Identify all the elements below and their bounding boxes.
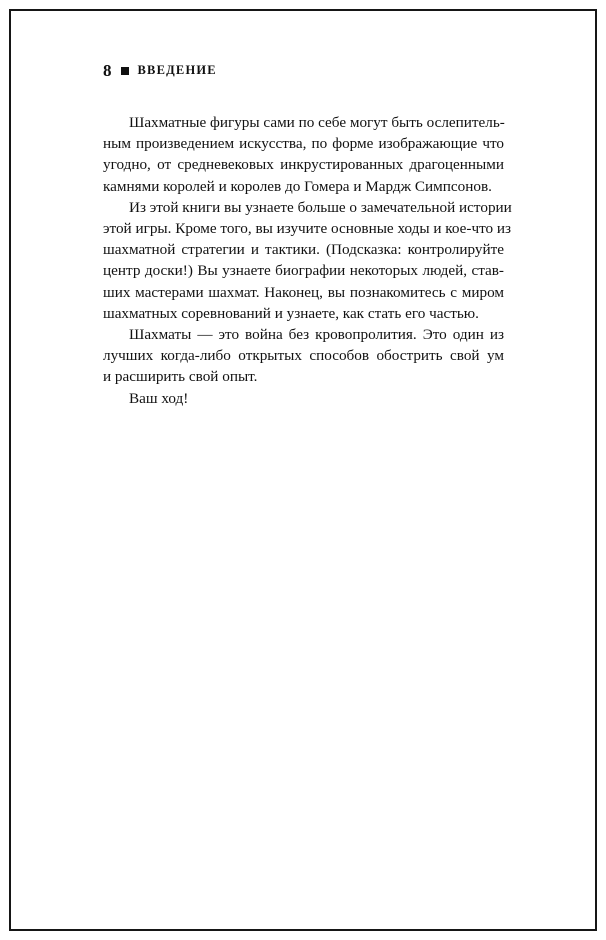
paragraph — [103, 324, 504, 388]
page-number: 8 — [103, 61, 112, 80]
text-line: этой игры. Кроме того, вы изучите основные ходы и кое-что из — [103, 220, 512, 238]
text-line: камнями королей и королев до Гомера и Мардж Симпсонов. — [103, 177, 492, 195]
paragraph — [103, 388, 504, 409]
text-line: шахматной стратегии и тактики. (Подсказка: контролируйте — [103, 241, 504, 259]
paragraph — [103, 112, 504, 197]
text-line: Шахматные фигуры сами по себе могут быть ослепитель- — [129, 114, 505, 131]
text-line: центр доски!) Вы узнаете биографии некоторых людей, став- — [103, 262, 504, 280]
paragraph — [103, 197, 512, 324]
text-line: ным произведением искусства, по форме изображающие что — [103, 135, 504, 153]
text-line: шахматных соревнований и узнаете, как стать его частью. — [103, 304, 479, 322]
section-title: ВВЕДЕНИЕ — [137, 63, 217, 78]
body-text — [103, 112, 512, 409]
square-bullet-icon — [121, 67, 129, 75]
text-line: Шахматы — это война без кровопролития. Это один из — [129, 326, 504, 344]
text-line: угодно, от средневековых инкрустированных драгоценными — [103, 156, 504, 174]
text-line: ших мастерами шахмат. Наконец, вы познакомитесь с миром — [103, 283, 504, 301]
text-line: Из этой книги вы узнаете больше о замечательной истории — [129, 198, 512, 216]
text-line: и расширить свой опыт. — [103, 368, 258, 386]
running-head — [103, 62, 217, 79]
text-line: Ваш ход! — [129, 389, 189, 407]
text-line: лучших когда-либо открытых способов обострить свой ум — [103, 347, 504, 365]
